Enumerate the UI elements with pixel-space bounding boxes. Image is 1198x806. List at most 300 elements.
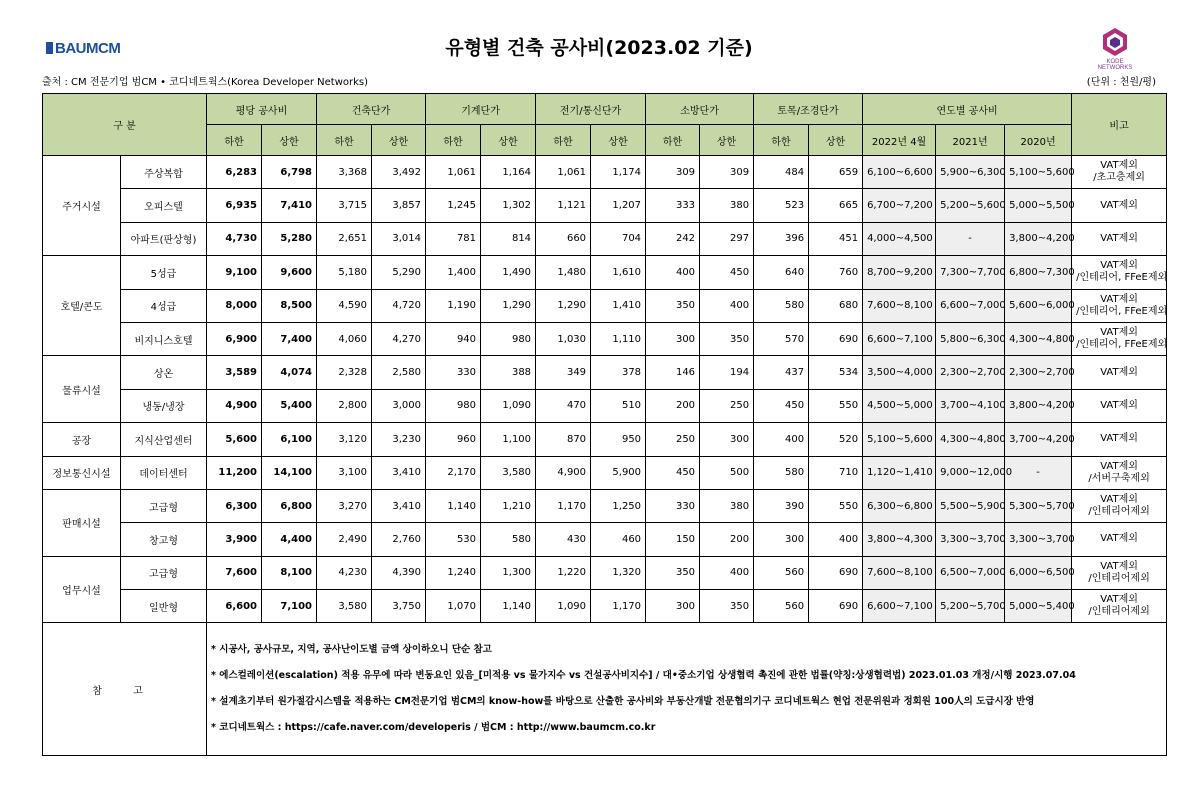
value-cell: 350 xyxy=(646,289,700,322)
year-cost-cell: 7,600~8,100 xyxy=(863,556,936,589)
value-cell: 660 xyxy=(536,222,591,255)
value-cell: 1,030 xyxy=(536,322,591,355)
group-header: 소방단가 xyxy=(646,94,754,125)
value-cell: 1,400 xyxy=(426,256,481,289)
year-cost-cell: 8,700~9,200 xyxy=(863,256,936,289)
value-cell: 4,230 xyxy=(317,556,372,589)
category-cell: 주거시설 xyxy=(43,156,121,256)
table-row xyxy=(43,456,1167,489)
baumcm-logo: BAUMCM xyxy=(46,40,120,57)
value-cell: 2,328 xyxy=(317,356,372,389)
value-cell: 950 xyxy=(591,423,646,456)
table-row xyxy=(43,189,1167,222)
unit-cost-cell: 6,800 xyxy=(262,489,317,522)
value-cell: 1,140 xyxy=(481,590,536,623)
value-cell: 1,100 xyxy=(481,423,536,456)
value-cell: 3,580 xyxy=(481,456,536,489)
value-cell: 250 xyxy=(646,423,700,456)
low-header: 하한 xyxy=(646,125,700,156)
reference-line: * 설계초기부터 원가절감시스템을 적용하는 CM전문기업 범CM의 know-how를 바탕으로 산출한 공사비와 부동산개발 전문협의기구 코디네트웍스 현업 전문위원과 정회원 100人의 도급시장 반영 xyxy=(211,696,1035,708)
subcategory-cell: 비지니스호텔 xyxy=(121,322,207,355)
value-cell: 1,210 xyxy=(481,489,536,522)
value-cell: 580 xyxy=(754,456,809,489)
unit-cost-cell: 14,100 xyxy=(262,456,317,489)
value-cell: 330 xyxy=(646,489,700,522)
value-cell: 450 xyxy=(700,256,754,289)
year-cost-cell: 3,300~3,700 xyxy=(1005,523,1072,556)
value-cell: 200 xyxy=(700,523,754,556)
remark-cell: VAT제외 xyxy=(1072,523,1167,556)
low-header: 하한 xyxy=(207,125,262,156)
group-header: 기계단가 xyxy=(426,94,536,125)
unit-cost-cell: 7,600 xyxy=(207,556,262,589)
value-cell: 4,270 xyxy=(372,322,426,355)
value-cell: 1,207 xyxy=(591,189,646,222)
value-cell: 659 xyxy=(809,156,863,189)
remark-cell: VAT제외 /서버구축제외 xyxy=(1072,456,1167,489)
group-header: 전기/통신단가 xyxy=(536,94,646,125)
source-text: 출처 : CM 전문기업 범CM • 코디네트웍스(Korea Developer Networks) xyxy=(42,77,369,88)
year-header: 2021년 xyxy=(936,125,1005,156)
value-cell: 437 xyxy=(754,356,809,389)
table-row xyxy=(43,423,1167,456)
group-header: 평당 공사비 xyxy=(207,94,317,125)
value-cell: 690 xyxy=(809,322,863,355)
category-cell: 공장 xyxy=(43,423,121,456)
year-cost-cell: 6,000~6,500 xyxy=(1005,556,1072,589)
value-cell: 300 xyxy=(700,423,754,456)
value-cell: 580 xyxy=(481,523,536,556)
group-header: 건축단가 xyxy=(317,94,426,125)
remark-cell: VAT제외 /인테리어, FFeE제외 xyxy=(1072,322,1167,355)
value-cell: 560 xyxy=(754,590,809,623)
unit-cost-cell: 4,074 xyxy=(262,356,317,389)
category-cell: 물류시설 xyxy=(43,356,121,423)
year-header: 2020년 xyxy=(1005,125,1072,156)
year-cost-cell: 5,800~6,300 xyxy=(936,322,1005,355)
year-cost-cell: 5,500~5,900 xyxy=(936,489,1005,522)
subcategory-cell: 데이터센터 xyxy=(121,456,207,489)
value-cell: 870 xyxy=(536,423,591,456)
table-row xyxy=(43,556,1167,589)
value-cell: 3,100 xyxy=(317,456,372,489)
year-cost-cell: 3,500~4,000 xyxy=(863,356,936,389)
value-cell: 2,800 xyxy=(317,389,372,422)
value-cell: 1,300 xyxy=(481,556,536,589)
value-cell: 5,900 xyxy=(591,456,646,489)
subcategory-cell: 주상복합 xyxy=(121,156,207,189)
high-header: 상한 xyxy=(809,125,863,156)
value-cell: 146 xyxy=(646,356,700,389)
category-cell: 호텔/콘도 xyxy=(43,256,121,356)
year-cost-cell: 3,300~3,700 xyxy=(936,523,1005,556)
table-row xyxy=(43,356,1167,389)
value-cell: 400 xyxy=(754,423,809,456)
value-cell: 5,290 xyxy=(372,256,426,289)
value-cell: 3,230 xyxy=(372,423,426,456)
unit-cost-cell: 4,730 xyxy=(207,222,262,255)
remark-cell: VAT제외 /인테리어제외 xyxy=(1072,590,1167,623)
unit-cost-cell: 9,600 xyxy=(262,256,317,289)
year-header: 2022년 4월 xyxy=(863,125,936,156)
remark-cell: VAT제외 xyxy=(1072,389,1167,422)
value-cell: 400 xyxy=(809,523,863,556)
unit-cost-cell: 8,500 xyxy=(262,289,317,322)
value-cell: 2,760 xyxy=(372,523,426,556)
unit-cost-cell: 9,100 xyxy=(207,256,262,289)
value-cell: 1,090 xyxy=(536,590,591,623)
year-cost-cell: 3,800~4,300 xyxy=(863,523,936,556)
unit-cost-cell: 6,935 xyxy=(207,189,262,222)
low-header: 하한 xyxy=(426,125,481,156)
year-cost-cell: 6,800~7,300 xyxy=(1005,256,1072,289)
reference-line: * 시공사, 공사규모, 지역, 공사난이도별 금액 상이하오니 단순 참고 xyxy=(211,644,492,656)
unit-cost-cell: 4,400 xyxy=(262,523,317,556)
year-cost-cell: 5,300~5,700 xyxy=(1005,489,1072,522)
unit-cost-cell: 8,100 xyxy=(262,556,317,589)
value-cell: 665 xyxy=(809,189,863,222)
unit-cost-cell: 6,283 xyxy=(207,156,262,189)
year-cost-cell: 4,000~4,500 xyxy=(863,222,936,255)
year-cost-cell: 6,600~7,100 xyxy=(863,322,936,355)
header-row-1 xyxy=(43,94,1167,125)
value-cell: 1,061 xyxy=(426,156,481,189)
value-cell: 3,857 xyxy=(372,189,426,222)
value-cell: 523 xyxy=(754,189,809,222)
value-cell: 1,170 xyxy=(591,590,646,623)
value-cell: 380 xyxy=(700,189,754,222)
subcategory-cell: 고급형 xyxy=(121,489,207,522)
year-cost-cell: 6,600~7,000 xyxy=(936,289,1005,322)
subcategory-cell: 4성급 xyxy=(121,289,207,322)
unit-cost-cell: 3,900 xyxy=(207,523,262,556)
year-cost-cell: 1,120~1,410 xyxy=(863,456,936,489)
page-title: 유형별 건축 공사비(2023.02 기준) xyxy=(445,37,753,59)
value-cell: 300 xyxy=(646,590,700,623)
high-header: 상한 xyxy=(372,125,426,156)
table-row xyxy=(43,322,1167,355)
value-cell: 350 xyxy=(700,590,754,623)
remark-cell: VAT제외 xyxy=(1072,222,1167,255)
construction-cost-table xyxy=(42,93,1167,756)
value-cell: 1,140 xyxy=(426,489,481,522)
value-cell: 450 xyxy=(754,389,809,422)
year-cost-cell: 2,300~2,700 xyxy=(936,356,1005,389)
year-cost-cell: 5,100~5,600 xyxy=(863,423,936,456)
unit-cost-cell: 8,000 xyxy=(207,289,262,322)
value-cell: 534 xyxy=(809,356,863,389)
remark-cell: VAT제외 /인테리어제외 xyxy=(1072,489,1167,522)
high-header: 상한 xyxy=(262,125,317,156)
year-cost-cell: 3,800~4,200 xyxy=(1005,389,1072,422)
value-cell: 330 xyxy=(426,356,481,389)
value-cell: 980 xyxy=(481,322,536,355)
value-cell: 1,410 xyxy=(591,289,646,322)
table-row xyxy=(43,389,1167,422)
kode-networks-logo-icon xyxy=(1100,27,1130,57)
value-cell: 3,368 xyxy=(317,156,372,189)
category-cell: 업무시설 xyxy=(43,556,121,623)
value-cell: 194 xyxy=(700,356,754,389)
remark-header: 비고 xyxy=(1072,94,1167,156)
value-cell: 2,580 xyxy=(372,356,426,389)
remark-cell: VAT제외 /인테리어, FFeE제외 xyxy=(1072,289,1167,322)
unit-cost-cell: 7,400 xyxy=(262,322,317,355)
value-cell: 250 xyxy=(700,389,754,422)
kode-networks-name: KODE NETWORKS xyxy=(1097,59,1133,71)
remark-cell: VAT제외 xyxy=(1072,423,1167,456)
subcategory-cell: 일반형 xyxy=(121,590,207,623)
value-cell: 1,250 xyxy=(591,489,646,522)
value-cell: 1,061 xyxy=(536,156,591,189)
value-cell: 560 xyxy=(754,556,809,589)
table-row xyxy=(43,489,1167,522)
high-header: 상한 xyxy=(481,125,536,156)
value-cell: 380 xyxy=(700,489,754,522)
value-cell: 781 xyxy=(426,222,481,255)
value-cell: 300 xyxy=(646,322,700,355)
year-cost-cell: 7,600~8,100 xyxy=(863,289,936,322)
value-cell: 4,720 xyxy=(372,289,426,322)
value-cell: 460 xyxy=(591,523,646,556)
table-row xyxy=(43,289,1167,322)
value-cell: 242 xyxy=(646,222,700,255)
value-cell: 1,174 xyxy=(591,156,646,189)
subcategory-cell: 지식산업센터 xyxy=(121,423,207,456)
value-cell: 980 xyxy=(426,389,481,422)
value-cell: 2,651 xyxy=(317,222,372,255)
value-cell: 710 xyxy=(809,456,863,489)
year-cost-cell: 5,200~5,700 xyxy=(936,590,1005,623)
value-cell: 3,580 xyxy=(317,590,372,623)
value-cell: 1,290 xyxy=(481,289,536,322)
value-cell: 1,480 xyxy=(536,256,591,289)
value-cell: 640 xyxy=(754,256,809,289)
year-cost-cell: 9,000~12,000 xyxy=(936,456,1005,489)
subcategory-cell: 냉동/냉장 xyxy=(121,389,207,422)
value-cell: 814 xyxy=(481,222,536,255)
value-cell: 400 xyxy=(700,289,754,322)
unit-cost-cell: 4,900 xyxy=(207,389,262,422)
unit-text: (단위 : 천원/평) xyxy=(1086,77,1156,88)
year-cost-cell: 5,000~5,400 xyxy=(1005,590,1072,623)
high-header: 상한 xyxy=(700,125,754,156)
unit-cost-cell: 3,589 xyxy=(207,356,262,389)
year-cost-cell: 3,800~4,200 xyxy=(1005,222,1072,255)
value-cell: 1,240 xyxy=(426,556,481,589)
value-cell: 350 xyxy=(700,322,754,355)
remark-cell: VAT제외 xyxy=(1072,356,1167,389)
year-cost-cell: 3,700~4,200 xyxy=(1005,423,1072,456)
unit-cost-cell: 7,410 xyxy=(262,189,317,222)
year-cost-cell: 4,300~4,800 xyxy=(936,423,1005,456)
value-cell: 297 xyxy=(700,222,754,255)
value-cell: 1,121 xyxy=(536,189,591,222)
value-cell: 333 xyxy=(646,189,700,222)
value-cell: 5,180 xyxy=(317,256,372,289)
year-cost-cell: 5,900~6,300 xyxy=(936,156,1005,189)
reference-line: * 에스컬레이션(escalation) 적용 유무에 따라 변동요인 있음_[미적용 vs 물가지수 vs 건설공사비지수] / 대•중소기업 상생협력 촉진에 관한 법률(약칭:상생협력법) 2023.01.03 개정/시행 2023.07.04 xyxy=(211,670,1076,682)
value-cell: 3,270 xyxy=(317,489,372,522)
year-cost-cell: 6,700~7,200 xyxy=(863,189,936,222)
unit-cost-cell: 5,600 xyxy=(207,423,262,456)
table-row xyxy=(43,590,1167,623)
value-cell: 1,164 xyxy=(481,156,536,189)
year-cost-cell: 5,600~6,000 xyxy=(1005,289,1072,322)
reference-label: 참 고 xyxy=(43,623,207,756)
value-cell: 3,750 xyxy=(372,590,426,623)
year-cost-cell: 7,300~7,700 xyxy=(936,256,1005,289)
remark-cell: VAT제외 /인테리어, FFeE제외 xyxy=(1072,256,1167,289)
subcategory-cell: 상온 xyxy=(121,356,207,389)
reference-notes xyxy=(207,623,1167,756)
value-cell: 200 xyxy=(646,389,700,422)
value-cell: 309 xyxy=(700,156,754,189)
value-cell: 300 xyxy=(754,523,809,556)
value-cell: 570 xyxy=(754,322,809,355)
low-header: 하한 xyxy=(536,125,591,156)
value-cell: 430 xyxy=(536,523,591,556)
table-row xyxy=(43,156,1167,189)
remark-cell: VAT제외 /인테리어제외 xyxy=(1072,556,1167,589)
value-cell: 550 xyxy=(809,389,863,422)
value-cell: 1,170 xyxy=(536,489,591,522)
category-header: 구 분 xyxy=(43,94,207,156)
kode-networks-logo xyxy=(1090,27,1140,71)
value-cell: 484 xyxy=(754,156,809,189)
value-cell: 4,060 xyxy=(317,322,372,355)
value-cell: 4,590 xyxy=(317,289,372,322)
value-cell: 4,900 xyxy=(536,456,591,489)
value-cell: 4,390 xyxy=(372,556,426,589)
unit-cost-cell: 5,280 xyxy=(262,222,317,255)
unit-cost-cell: 6,600 xyxy=(207,590,262,623)
value-cell: 2,490 xyxy=(317,523,372,556)
value-cell: 378 xyxy=(591,356,646,389)
value-cell: 1,220 xyxy=(536,556,591,589)
value-cell: 388 xyxy=(481,356,536,389)
value-cell: 3,492 xyxy=(372,156,426,189)
value-cell: 1,190 xyxy=(426,289,481,322)
value-cell: 500 xyxy=(700,456,754,489)
year-cost-cell: - xyxy=(936,222,1005,255)
year-cost-cell: 2,300~2,700 xyxy=(1005,356,1072,389)
value-cell: 510 xyxy=(591,389,646,422)
table-row xyxy=(43,222,1167,255)
year-cost-cell: 6,100~6,600 xyxy=(863,156,936,189)
value-cell: 400 xyxy=(646,256,700,289)
value-cell: 690 xyxy=(809,590,863,623)
low-header: 하한 xyxy=(754,125,809,156)
value-cell: 1,245 xyxy=(426,189,481,222)
value-cell: 704 xyxy=(591,222,646,255)
value-cell: 3,014 xyxy=(372,222,426,255)
group-header: 토목/조경단가 xyxy=(754,94,863,125)
unit-cost-cell: 7,100 xyxy=(262,590,317,623)
value-cell: 3,715 xyxy=(317,189,372,222)
value-cell: 470 xyxy=(536,389,591,422)
table-body xyxy=(43,156,1167,623)
year-cost-cell: 5,000~5,500 xyxy=(1005,189,1072,222)
value-cell: 940 xyxy=(426,322,481,355)
remark-cell: VAT제외 /초고층제외 xyxy=(1072,156,1167,189)
value-cell: 390 xyxy=(754,489,809,522)
value-cell: 1,290 xyxy=(536,289,591,322)
category-cell: 판매시설 xyxy=(43,489,121,556)
value-cell: 530 xyxy=(426,523,481,556)
unit-cost-cell: 11,200 xyxy=(207,456,262,489)
value-cell: 1,070 xyxy=(426,590,481,623)
table-row xyxy=(43,523,1167,556)
value-cell: 1,090 xyxy=(481,389,536,422)
value-cell: 2,170 xyxy=(426,456,481,489)
table-row xyxy=(43,256,1167,289)
value-cell: 1,610 xyxy=(591,256,646,289)
value-cell: 520 xyxy=(809,423,863,456)
value-cell: 960 xyxy=(426,423,481,456)
low-header: 하한 xyxy=(317,125,372,156)
unit-cost-cell: 6,100 xyxy=(262,423,317,456)
value-cell: 400 xyxy=(700,556,754,589)
value-cell: 1,490 xyxy=(481,256,536,289)
value-cell: 396 xyxy=(754,222,809,255)
reference-row xyxy=(43,623,1167,756)
value-cell: 150 xyxy=(646,523,700,556)
category-cell: 정보통신시설 xyxy=(43,456,121,489)
value-cell: 3,120 xyxy=(317,423,372,456)
value-cell: 3,000 xyxy=(372,389,426,422)
year-cost-cell: 5,200~5,600 xyxy=(936,189,1005,222)
high-header: 상한 xyxy=(591,125,646,156)
value-cell: 350 xyxy=(646,556,700,589)
value-cell: 1,302 xyxy=(481,189,536,222)
subcategory-cell: 고급형 xyxy=(121,556,207,589)
value-cell: 690 xyxy=(809,556,863,589)
value-cell: 309 xyxy=(646,156,700,189)
value-cell: 1,110 xyxy=(591,322,646,355)
value-cell: 451 xyxy=(809,222,863,255)
subcategory-cell: 아파트(판상형) xyxy=(121,222,207,255)
subcategory-cell: 오피스텔 xyxy=(121,189,207,222)
unit-cost-cell: 6,900 xyxy=(207,322,262,355)
unit-cost-cell: 6,300 xyxy=(207,489,262,522)
year-cost-cell: 3,700~4,100 xyxy=(936,389,1005,422)
remark-cell: VAT제외 xyxy=(1072,189,1167,222)
reference-line: * 코디네트웍스 : https://cafe.naver.com/developeris / 범CM : http://www.baumcm.co.kr xyxy=(211,722,656,734)
year-cost-cell: - xyxy=(1005,456,1072,489)
unit-cost-cell: 5,400 xyxy=(262,389,317,422)
year-cost-cell: 6,600~7,100 xyxy=(863,590,936,623)
subcategory-cell: 5성급 xyxy=(121,256,207,289)
value-cell: 3,410 xyxy=(372,456,426,489)
year-cost-cell: 5,100~5,600 xyxy=(1005,156,1072,189)
value-cell: 1,320 xyxy=(591,556,646,589)
value-cell: 680 xyxy=(809,289,863,322)
yearly-header: 연도별 공사비 xyxy=(863,94,1072,125)
value-cell: 450 xyxy=(646,456,700,489)
value-cell: 580 xyxy=(754,289,809,322)
header-row-2 xyxy=(43,125,1167,156)
value-cell: 3,410 xyxy=(372,489,426,522)
year-cost-cell: 6,300~6,800 xyxy=(863,489,936,522)
subcategory-cell: 창고형 xyxy=(121,523,207,556)
value-cell: 550 xyxy=(809,489,863,522)
year-cost-cell: 4,500~5,000 xyxy=(863,389,936,422)
value-cell: 349 xyxy=(536,356,591,389)
value-cell: 760 xyxy=(809,256,863,289)
year-cost-cell: 4,300~4,800 xyxy=(1005,322,1072,355)
year-cost-cell: 6,500~7,000 xyxy=(936,556,1005,589)
